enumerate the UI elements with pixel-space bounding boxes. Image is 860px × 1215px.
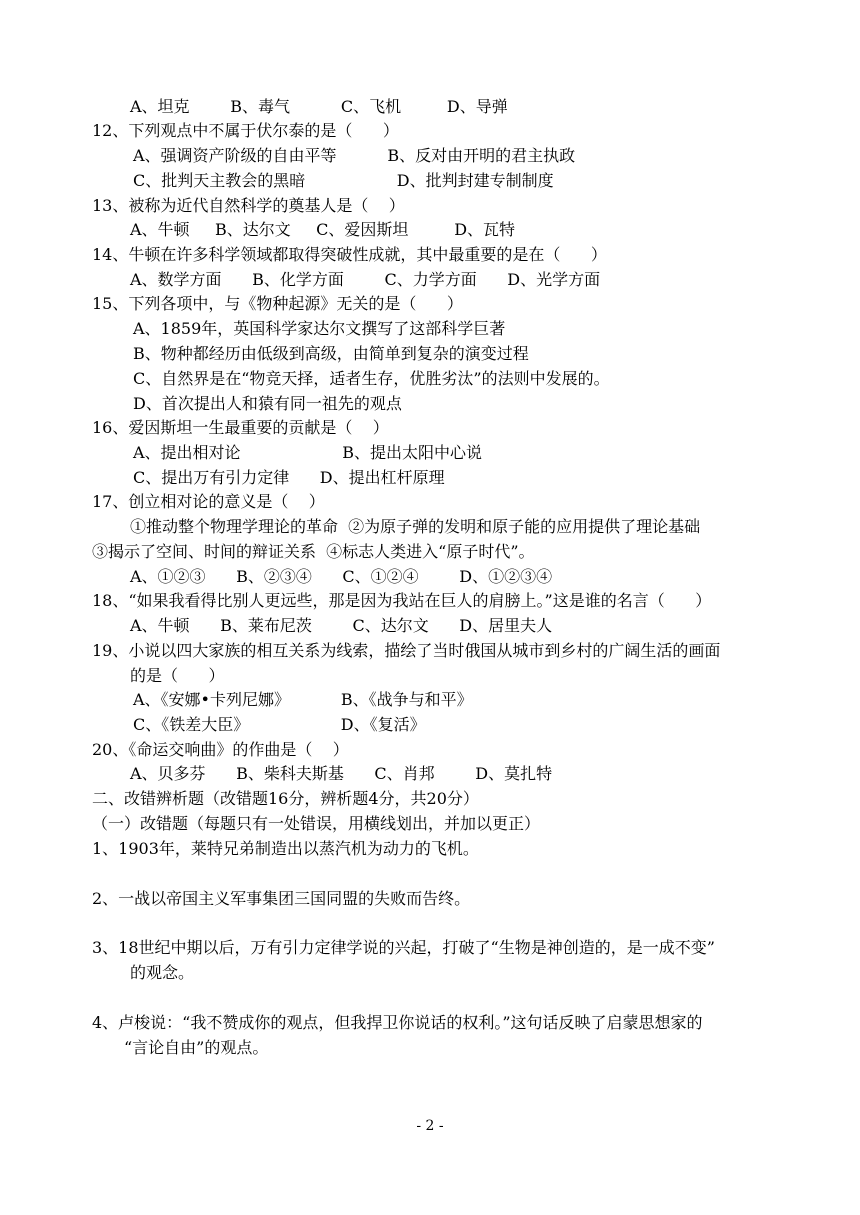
q11-options: A、坦克 B、毒气 C、飞机 D、导弹 [130,97,508,116]
q14-stem: 14、牛顿在许多科学领域都取得突破性成就，其中最重要的是在（ ） [92,245,607,264]
q15-stem: 15、下列各项中，与《物种起源》无关的是（ ） [92,294,463,313]
correction-item-3-cont: 的观念。 [130,963,195,982]
q14-options: A、数学方面 B、化学方面 C、力学方面 D、光学方面 [130,270,601,289]
q18-options: A、牛顿 B、莱布尼茨 C、达尔文 D、居里夫人 [130,616,553,635]
correction-item-1: 1、1903年，莱特兄弟制造出以蒸汽机为动力的飞机。 [92,839,479,858]
q15-option-a: A、1859年，英国科学家达尔文撰写了这部科学巨著 [133,319,506,338]
q13-stem: 13、被称为近代自然科学的奠基人是（ ） [92,196,405,215]
q19-options-cd: C、《铁差大臣》 D、《复活》 [133,715,426,734]
q20-options: A、贝多芬 B、柴科夫斯基 C、肖邦 D、莫扎特 [130,764,553,783]
q19-stem: 19、小说以四大家族的相互关系为线索，描绘了当时俄国从城市到乡村的广阔生活的画面 [92,641,721,660]
q17-statements-1: ①推动整个物理学理论的革命 ②为原子弹的发明和原子能的应用提供了理论基础 [130,517,701,536]
q12-options-cd: C、批判天主教会的黑暗 D、批判封建专制制度 [133,171,554,190]
correction-item-2: 2、一战以帝国主义军事集团三国同盟的失败而告终。 [92,889,471,908]
page-number: - 2 - [416,1118,444,1134]
q16-stem: 16、爱因斯坦一生最重要的贡献是（ ） [92,418,389,437]
section-2-heading: 二、改错辨析题（改错题16分，辨析题4分，共20分） [92,789,479,808]
q13-options: A、牛顿 B、达尔文 C、爱因斯坦 D、瓦特 [130,220,516,239]
q19-stem-cont: 的是（ ） [130,666,225,685]
q15-option-c: C、自然界是在“物竞天择，适者生存，优胜劣汰”的法则中发展的。 [133,369,610,388]
correction-item-3: 3、18世纪中期以后，万有引力定律学说的兴起，打破了“生物是神创造的，是一成不变” [92,938,715,957]
subsection-1-heading: （一）改错题（每题只有一处错误，用横线划出，并加以更正） [92,814,541,833]
q20-stem: 20、《命运交响曲》的作曲是（ ） [92,740,349,759]
q15-option-b: B、物种都经历由低级到高级，由简单到复杂的演变过程 [133,344,529,363]
q18-stem: 18、“如果我看得比别人更远些，那是因为我站在巨人的肩膀上。”这是谁的名言（ ） [92,591,712,610]
q12-options-ab: A、强调资产阶级的自由平等 B、反对由开明的君主执政 [133,146,576,165]
q16-options-ab: A、提出相对论 B、提出太阳中心说 [133,443,483,462]
q17-stem: 17、创立相对论的意义是（ ） [92,492,325,511]
q17-options: A、①②③ B、②③④ C、①②④ D、①②③④ [130,567,553,586]
q12-stem: 12、下列观点中不属于伏尔泰的是（ ） [92,121,399,140]
q19-options-ab: A、《安娜•卡列尼娜》 B、《战争与和平》 [133,690,473,709]
correction-item-4: 4、卢梭说：“我不赞成你的观点，但我捍卫你说话的权利。”这句话反映了启蒙思想家的 [92,1013,703,1032]
correction-item-4-cont: “言论自由”的观点。 [124,1038,269,1057]
q16-options-cd: C、提出万有引力定律 D、提出杠杆原理 [133,468,445,487]
q15-option-d: D、首次提出人和猿有同一祖先的观点 [133,394,402,413]
q17-statements-2: ③揭示了空间、时间的辩证关系 ④标志人类进入“原子时代”。 [92,542,535,561]
